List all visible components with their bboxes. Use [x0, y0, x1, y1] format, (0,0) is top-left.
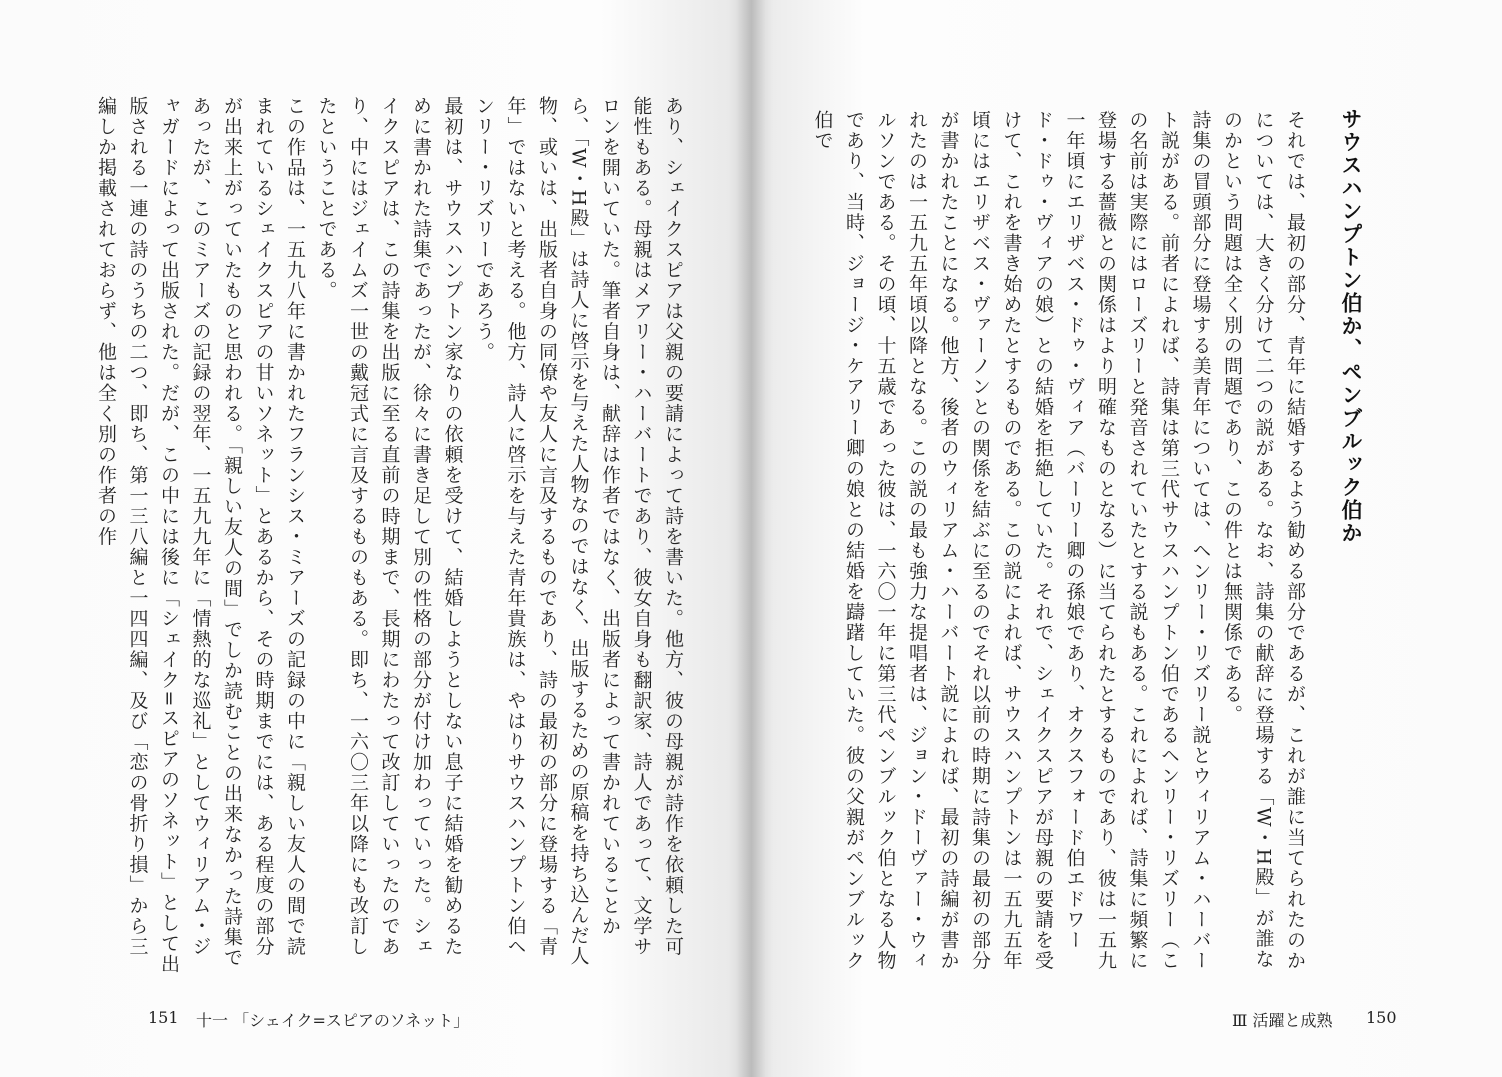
page-number: 150: [1366, 1008, 1397, 1027]
running-head: Ⅲ 活躍と成熟: [1232, 1011, 1333, 1030]
section-heading: サウスハンプトン伯か、ペンブルック伯か: [1339, 108, 1364, 545]
paragraph: 最初は、サウスハンプトン家なりの依頼を受けて、結婚しようとしない息子に結婚を勧めるために書かれた詩集であったが、徐々に書き足して別の性格の部分が付け加わっていった。シェイクスピアは、この詩集を出版に至る直前の時期まで、長期にわたって改訂していったのであり、中にはジェイムズ一世の戴冠式に言及するものもある。即ち、一六〇三年以降にも改訂したということである。: [315, 96, 464, 957]
right-page-body: [811, 110, 1310, 976]
paragraph: それでは、最初の部分、青年に結婚するよう勧める部分であるが、これが誰に当てられたのかについては、大きく分けて二つの説がある。なお、詩集の献辞に登場する「W・H殿」が誰なのかという問題は全く別の問題であり、この件とは無関係である。: [1221, 110, 1306, 971]
paragraph: 詩集の冒頭部分に登場する美青年については、ヘンリー・リズリー説とウィリアム・ハーバート説がある。前者によれば、詩集は第三代サウスハンプトン伯であるヘンリー・リズリー（この名前は実際にはローズリーと発音されていたとする説もある。これによれば、詩集に頻繁に登場する薔薇との関係はより明確なものとなる）に当てられたとするものであり、彼は一五九一年頃にエリザベス・ドゥ・ヴィア（バーリー卿の孫娘であり、オクスフォード伯エドワード・ドゥ・ヴィアの娘）との結婚を拒絶していた。それで、シェイクスピアが母親の要請を受けて、これを書き始めたとするものである。この説によれば、サウスハンプトンは一五九五年頃にはエリザベス・ヴァーノンとの関係を結ぶに至るのでそれ以前の時期に詩集の最初の部分が書かれたことになる。他方、後者のウィリアム・ハーバート説によれば、最初の詩編が書かれたのは一五九五年頃以降となる。この説の最も強力な提唱者は、ジョン・ドーヴァー・ウィルソンである。その頃、十五歳であった彼は、一六〇一年に第三代ペンブルック伯となる人物であり、当時、ジョージ・ケアリー卿の娘との結婚を躊躇していた。彼の父親がペンブルック伯で: [811, 110, 1212, 971]
page-number: 151: [148, 1008, 179, 1027]
running-head: 十一 「シェイク=スピアのソネット」: [196, 1011, 470, 1030]
paragraph: あり、シェイクスピアは父親の要請によって詩を書いた。他方、彼の母親が詩作を依頼した可能性もある。母親はメアリー・ハーバートであり、彼女自身も翻訳家、詩人であって、文学サロンを開いていた。筆者自身は、献辞は作者ではなく、出版者によって書かれていることから、「W・H殿」は詩人に啓示を与えた人物なのではなく、出版するための原稿を持ち込んだ人物、或いは、出版者自身の同僚や友人に言及するものであり、詩の最初の部分に登場する「青年」ではないと考える。他方、詩人に啓示を与えた青年貴族は、やはりサウスハンプトン伯ヘンリー・リズリーであろう。: [473, 96, 684, 967]
paragraph: この作品は、一五九八年に書かれたフランシス・ミアーズの記録の中に「親しい友人の間で読まれているシェイクスピアの甘いソネット」とあるから、その時期までには、ある程度の部分が出来上がっていたものと思われる。「親しい友人の間」でしか読むことの出来なかった詩集であったが、このミアーズの記録の翌年、一五九九年に「情熱的な巡礼」としてウィリアム・ジャガードによって出版された。だが、この中には後に「シェイク=スピアのソネット」として出版される一連の詩のうちの二つ、即ち、第一三八編と一四四編、及び「恋の骨折り損」から三編しか掲載されておらず、他は全く別の作者の作: [95, 96, 306, 975]
left-page-body: [95, 96, 688, 976]
